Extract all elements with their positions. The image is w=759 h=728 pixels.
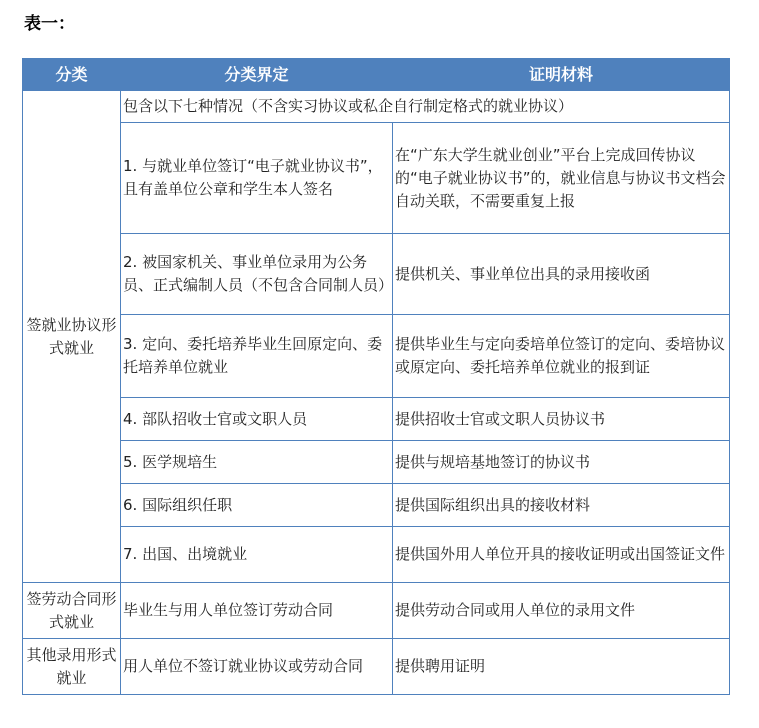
table-caption: 表一： — [24, 14, 75, 34]
table-row — [23, 484, 730, 527]
proof-cell: 提供毕业生与定向委培单位签订的定向、委培协议或原定向、委托培养单位就业的报到证 — [393, 315, 730, 398]
definition-cell: 7. 出国、出境就业 — [121, 527, 393, 583]
definition-cell: 2. 被国家机关、事业单位录用为公务员、正式编制人员（不包含合同制人员） — [121, 234, 393, 315]
table-row — [23, 398, 730, 441]
table-row — [23, 441, 730, 484]
header-definition: 分类界定 — [121, 59, 393, 91]
header-category: 分类 — [23, 59, 121, 91]
proof-cell: 提供劳动合同或用人单位的录用文件 — [393, 583, 730, 639]
category-agreement-employment: 签就业协议形式就业 — [23, 91, 121, 583]
category-labor-contract: 签劳动合同形式就业 — [23, 583, 121, 639]
definition-cell: 5. 医学规培生 — [121, 441, 393, 484]
table-row — [23, 527, 730, 583]
proof-cell: 提供招收士官或文职人员协议书 — [393, 398, 730, 441]
table-row — [23, 639, 730, 695]
table-row — [23, 91, 730, 123]
proof-cell: 提供国外用人单位开具的接收证明或出国签证文件 — [393, 527, 730, 583]
proof-cell: 提供聘用证明 — [393, 639, 730, 695]
definition-cell: 4. 部队招收士官或文职人员 — [121, 398, 393, 441]
table-row — [23, 234, 730, 315]
header-proof: 证明材料 — [393, 59, 730, 91]
employment-classification-table — [22, 58, 730, 695]
table-row — [23, 583, 730, 639]
proof-cell: 在“广东大学生就业创业”平台上完成回传协议的“电子就业协议书”的，就业信息与协议书文档会自动关联，不需要重复上报 — [393, 123, 730, 234]
proof-cell: 提供与规培基地签订的协议书 — [393, 441, 730, 484]
category-other-employment: 其他录用形式就业 — [23, 639, 121, 695]
definition-cell: 1. 与就业单位签订“电子就业协议书”，且有盖单位公章和学生本人签名 — [121, 123, 393, 234]
table-row — [23, 123, 730, 234]
table-header-row — [23, 59, 730, 91]
agreement-intro-cell: 包含以下七种情况（不含实习协议或私企自行制定格式的就业协议） — [121, 91, 730, 123]
definition-cell: 3. 定向、委托培养毕业生回原定向、委托培养单位就业 — [121, 315, 393, 398]
definition-cell: 6. 国际组织任职 — [121, 484, 393, 527]
proof-cell: 提供机关、事业单位出具的录用接收函 — [393, 234, 730, 315]
table-row — [23, 315, 730, 398]
proof-cell: 提供国际组织出具的接收材料 — [393, 484, 730, 527]
definition-cell: 用人单位不签订就业协议或劳动合同 — [121, 639, 393, 695]
definition-cell: 毕业生与用人单位签订劳动合同 — [121, 583, 393, 639]
